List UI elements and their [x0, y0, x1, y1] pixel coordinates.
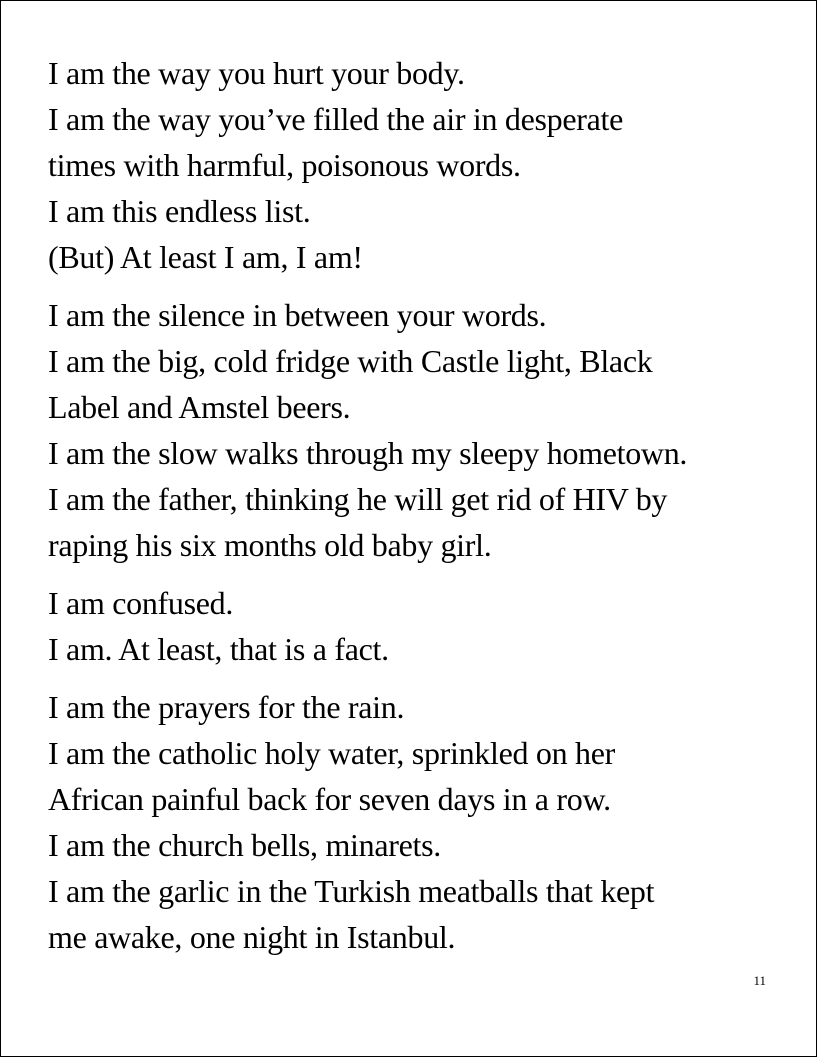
poem-line: I am. At least, that is a fact. — [48, 631, 389, 667]
poem-body — [48, 50, 788, 972]
page-number: 11 — [753, 973, 766, 988]
poem-line: I am the big, cold fridge with Castle light, Black — [48, 343, 653, 379]
poem-line: I am the way you’ve filled the air in desperate — [48, 101, 623, 137]
poem-line: me awake, one night in Istanbul. — [48, 919, 456, 955]
poem-line: I am the father, thinking he will get rid of HIV by — [48, 481, 668, 517]
poem-line: I am the way you hurt your body. — [48, 55, 465, 91]
poem-line: I am the prayers for the rain. — [48, 689, 405, 725]
poem-line: (But) At least I am, I am! — [48, 239, 363, 275]
stanza-3 — [48, 580, 788, 672]
poem-line: I am the church bells, minarets. — [48, 827, 441, 863]
stanza-1 — [48, 50, 788, 280]
poem-line: raping his six months old baby girl. — [48, 527, 492, 563]
poem-line: times with harmful, poisonous words. — [48, 147, 521, 183]
poem-line: African painful back for seven days in a row. — [48, 781, 611, 817]
poem-line: I am the silence in between your words. — [48, 297, 547, 333]
poem-line: I am confused. — [48, 585, 234, 621]
poem-line: I am this endless list. — [48, 193, 311, 229]
poem-line: Label and Amstel beers. — [48, 389, 351, 425]
stanza-2 — [48, 292, 788, 568]
poem-line: I am the catholic holy water, sprinkled on her — [48, 735, 615, 771]
poem-line: I am the garlic in the Turkish meatballs that kept — [48, 873, 655, 909]
poem-line: I am the slow walks through my sleepy hometown. — [48, 435, 688, 471]
stanza-4 — [48, 684, 788, 960]
